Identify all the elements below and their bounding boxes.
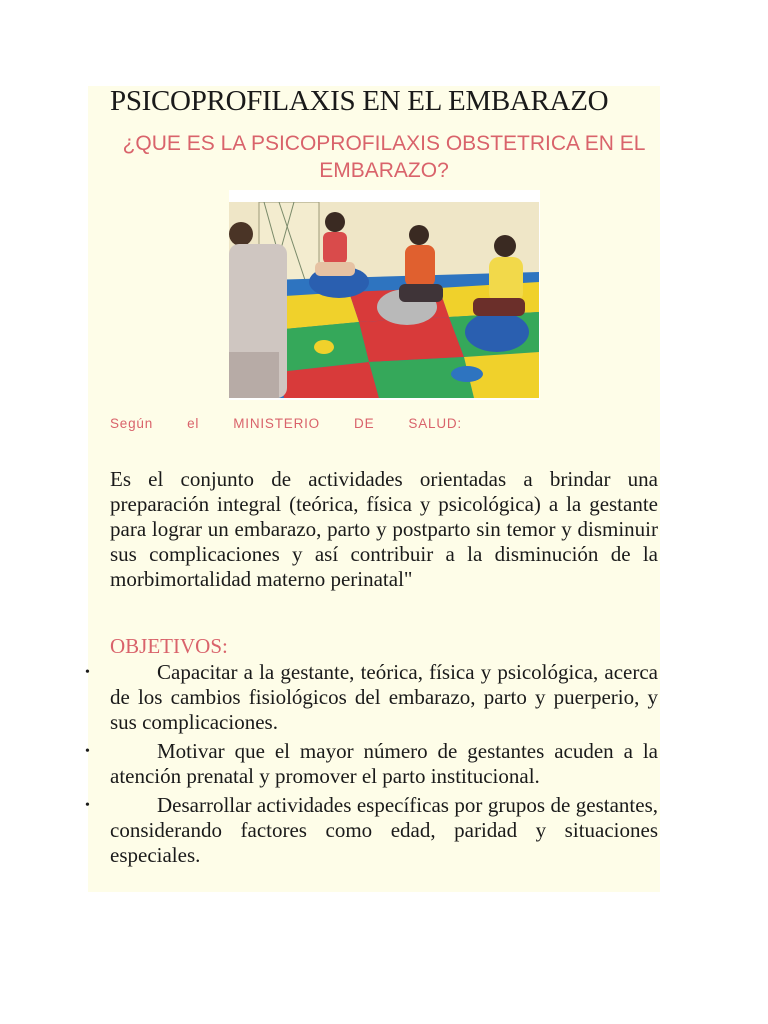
source-word: Según (110, 416, 154, 431)
source-attribution (110, 416, 462, 431)
source-word: el (187, 416, 200, 431)
prenatal-class-photo (229, 202, 539, 398)
bullet-icon: • (85, 744, 90, 759)
document-title: PSICOPROFILAXIS EN EL EMBARAZO (110, 85, 609, 117)
list-item (80, 739, 658, 789)
section-question: ¿QUE ES LA PSICOPROFILAXIS OBSTETRICA EN EL EMBARAZO? (122, 132, 646, 182)
source-word: DE (354, 416, 375, 431)
objective-text: Desarrollar actividades específicas por grupos de gestantes, considerando factores como edad, paridad y situaciones especiales. (110, 793, 658, 867)
bullet-icon: • (85, 665, 90, 680)
source-word: MINISTERIO (233, 416, 320, 431)
list-item (80, 793, 658, 868)
objectives-heading: OBJETIVOS: (110, 634, 228, 658)
definition-paragraph: Es el conjunto de actividades orientadas a brindar una preparación integral (teórica, física y psicológica) a la gestante para lograr un embarazo, parto y postparto sin temor y disminuir sus complicaciones y así contribuir a la disminución de la morbimortalidad materno perinatal" (110, 467, 658, 591)
objective-text: Capacitar a la gestante, teórica, física y psicológica, acerca de los cambios fisiológicos del embarazo, parto y puerperio, y sus complicaciones. (110, 660, 658, 734)
source-word: SALUD: (408, 416, 462, 431)
objective-text: Motivar que el mayor número de gestantes acuden a la atención prenatal y promover el parto institucional. (110, 739, 658, 788)
bullet-icon: • (85, 798, 90, 813)
objectives-list (80, 660, 658, 872)
list-item (80, 660, 658, 735)
